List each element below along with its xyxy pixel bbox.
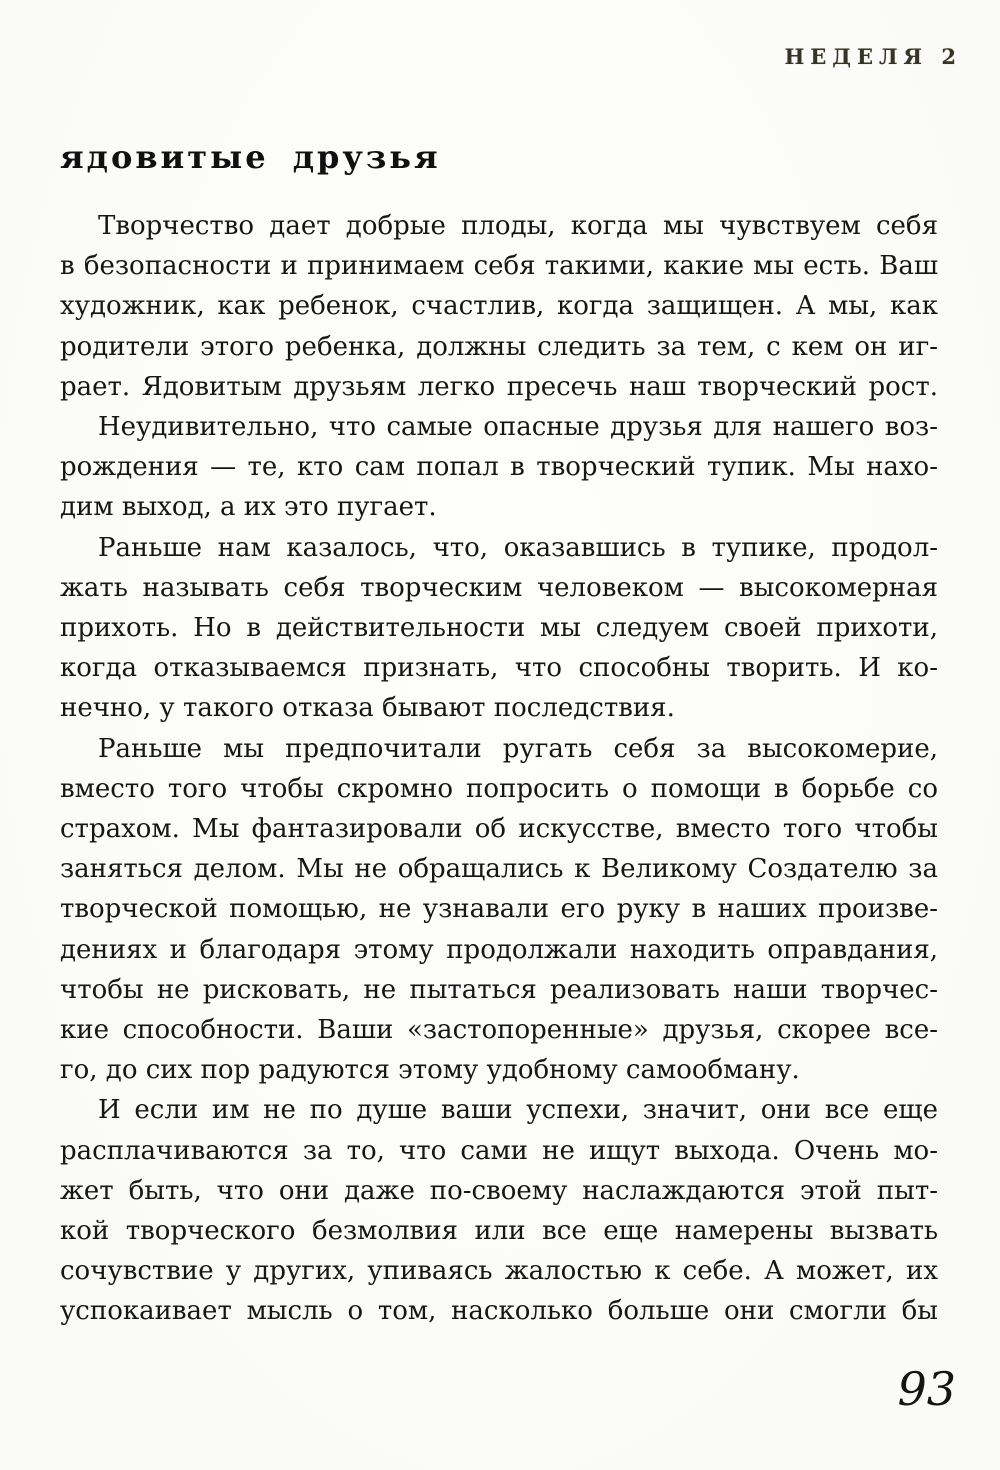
text-line: когда отказываемся признать, что способны творить. И ко- bbox=[60, 653, 938, 684]
text-line: художник, как ребенок, счастлив, когда защищен. А мы, как bbox=[60, 291, 938, 322]
body-text bbox=[60, 206, 938, 1332]
text-line: родители этого ребенка, должны следить за тем, с кем он иг- bbox=[60, 331, 938, 362]
paragraph bbox=[60, 528, 938, 729]
paragraph bbox=[60, 206, 938, 407]
text-line: Раньше нам казалось, что, оказавшись в тупике, продол- bbox=[98, 532, 938, 563]
text-line: дениях и благодаря этому продолжали находить оправдания, bbox=[60, 934, 938, 965]
paragraph bbox=[60, 407, 938, 528]
text-line: расплачиваются за то, что сами не ищут выхода. Очень мо- bbox=[60, 1135, 938, 1166]
text-line: прихоть. Но в действительности мы следуем своей прихоти, bbox=[60, 613, 938, 644]
text-line: успокаивает мысль о том, насколько больше они смогли бы bbox=[60, 1296, 938, 1327]
running-head: НЕДЕЛЯ 2 bbox=[784, 44, 962, 69]
text-line: рает. Ядовитым друзьям легко пресечь наш творческий рост. bbox=[60, 371, 938, 402]
text-line: Раньше мы предпочитали ругать себя за высокомерие, bbox=[98, 733, 938, 764]
text-line: сочувствие у других, упиваясь жалостью к себе. А может, их bbox=[60, 1256, 938, 1287]
text-line: в безопасности и принимаем себя такими, какие мы есть. Ваш bbox=[60, 251, 938, 282]
section-heading: ядовитые друзья bbox=[60, 138, 441, 176]
text-line: творческой помощью, не узнавали его руку в наших произве- bbox=[60, 894, 938, 925]
text-line: чтобы не рисковать, не пытаться реализовать наши творчес- bbox=[60, 974, 938, 1005]
text-line: заняться делом. Мы не обращались к Великому Создателю за bbox=[60, 854, 938, 885]
text-line: рождения — те, кто сам попал в творческий тупик. Мы нахо- bbox=[60, 452, 938, 483]
page-number: 93 bbox=[897, 1362, 956, 1416]
text-line: кие способности. Ваши «застопоренные» друзья, скорее все- bbox=[60, 1015, 938, 1046]
text-line: жать называть себя творческим человеком — высокомерная bbox=[60, 572, 938, 603]
paragraph bbox=[60, 729, 938, 1091]
text-line: И если им не по душе ваши успехи, значит, они все еще bbox=[98, 1095, 938, 1126]
text-line: жет быть, что они даже по-своему наслаждаются этой пыт- bbox=[60, 1175, 938, 1206]
text-line: го, до сих пор радуются этому удобному самообману. bbox=[60, 1055, 800, 1086]
text-line: дим выход, а их это пугает. bbox=[60, 492, 437, 523]
text-line: нечно, у такого отказа бывают последствия. bbox=[60, 693, 675, 724]
text-line: вместо того чтобы скромно попросить о помощи в борьбе со bbox=[60, 773, 938, 804]
text-line: Творчество дает добрые плоды, когда мы чувствуем себя bbox=[98, 211, 938, 241]
text-line: страхом. Мы фантазировали об искусстве, вместо того чтобы bbox=[60, 814, 938, 845]
paragraph bbox=[60, 1090, 938, 1331]
text-line: Неудивительно, что самые опасные друзья для нашего воз- bbox=[98, 412, 938, 443]
text-line: кой творческого безмолвия или все еще намерены вызвать bbox=[60, 1216, 938, 1247]
